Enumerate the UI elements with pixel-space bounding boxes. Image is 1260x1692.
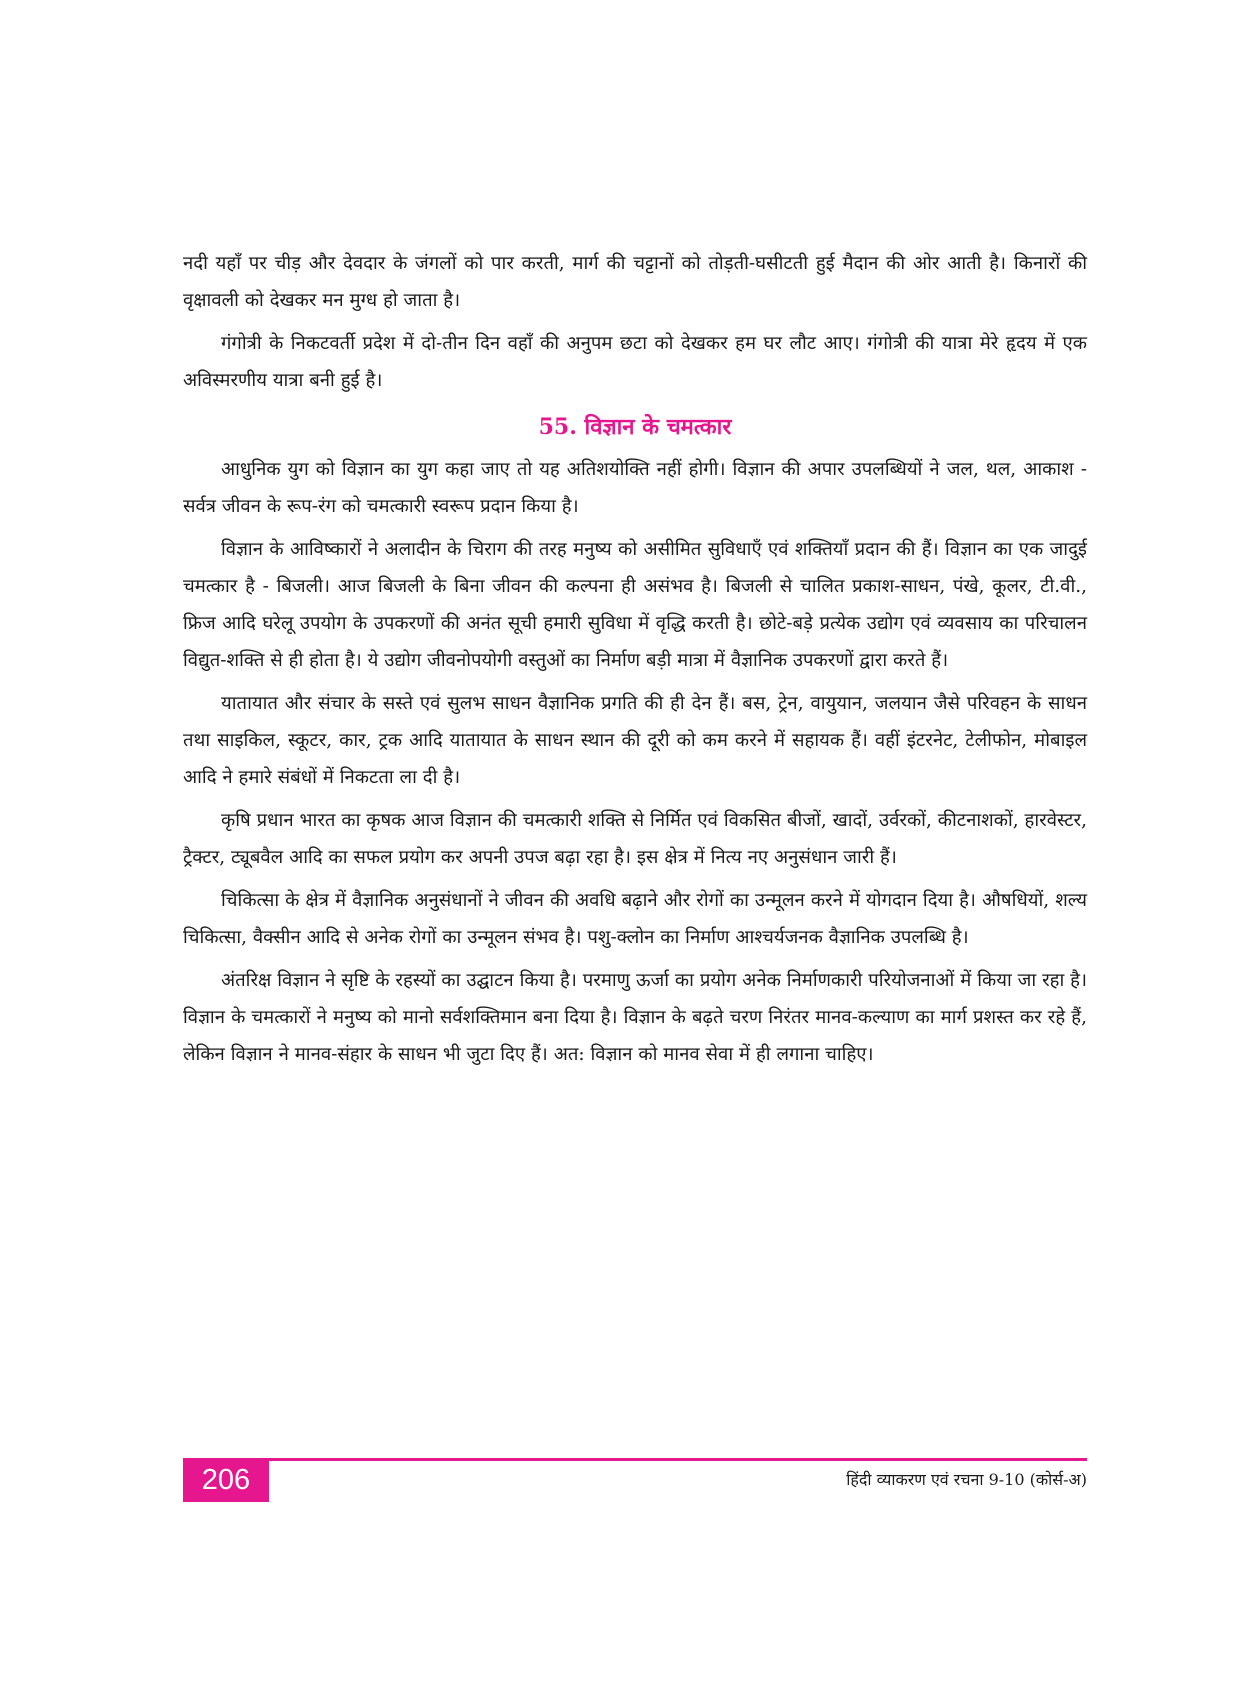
page-footer: [183, 1458, 1087, 1502]
book-title: हिंदी व्याकरण एवं रचना 9-10 (कोर्स-अ): [846, 1470, 1087, 1489]
continuation-paragraph-2: गंगोत्री के निकटवर्ती प्रदेश में दो-तीन दिन वहाँ की अनुपम छटा को देखकर हम घर लौट आए। गंगोत्री की यात्रा मेरे हृदय में एक अविस्मरणीय यात्रा बनी हुई है।: [183, 333, 1087, 391]
essay-paragraph-3: यातायात और संचार के सस्ते एवं सुलभ साधन वैज्ञानिक प्रगति की ही देन हैं। बस, ट्रेन, वायुयान, जलयान जैसे परिवहन के साधन तथा साइकिल, स्कूटर, कार, ट्रक आदि यातायात के साधन स्थान की दूरी को कम करने में सहायक हैं। वहीं इंटरनेट, टेलीफोन, मोबाइल आदि ने हमारे संबंधों में निकटता ला दी है।: [183, 693, 1087, 788]
page-content: [183, 245, 1087, 1079]
footer-divider: [269, 1458, 1087, 1461]
essay-paragraph-1: आधुनिक युग को विज्ञान का युग कहा जाए तो यह अतिशयोक्ति नहीं होगी। विज्ञान की अपार उपलब्धियों ने जल, थल, आकाश - सर्वत्र जीवन के रूप-रंग को चमत्कारी स्वरूप प्रदान किया है।: [183, 459, 1087, 517]
essay-paragraph-2: विज्ञान के आविष्कारों ने अलादीन के चिराग की तरह मनुष्य को असीमित सुविधाएँ एवं शक्तियाँ प्रदान की हैं। विज्ञान का एक जादुई चमत्कार है - बिजली। आज बिजली के बिना जीवन की कल्पना ही असंभव है। बिजली से चालित प्रकाश-साधन, पंखे, कूलर, टी.वी., फ्रिज आदि घरेलू उपयोग के उपकरणों की अनंत सूची हमारी सुविधा में वृद्धि करती है। छोटे-बड़े प्रत्येक उद्योग एवं व्यवसाय का परिचालन विद्युत-शक्ति से ही होता है। ये उद्योग जीवनोपयोगी वस्तुओं का निर्माण बड़ी मात्रा में वैज्ञानिक उपकरणों द्वारा करते हैं।: [183, 539, 1087, 671]
essay-paragraph-5: चिकित्सा के क्षेत्र में वैज्ञानिक अनुसंधानों ने जीवन की अवधि बढ़ाने और रोगों का उन्मूलन करने में योगदान दिया है। औषधियों, शल्य चिकित्सा, वैक्सीन आदि से अनेक रोगों का उन्मूलन संभव है। पशु-क्लोन का निर्माण आश्चर्यजनक वैज्ञानिक उपलब्धि है।: [183, 890, 1087, 948]
page-number: 206: [183, 1458, 269, 1502]
essay-paragraph-6: अंतरिक्ष विज्ञान ने सृष्टि के रहस्यों का उद्घाटन किया है। परमाणु ऊर्जा का प्रयोग अनेक निर्माणकारी परियोजनाओं में किया जा रहा है। विज्ञान के चमत्कारों ने मनुष्य को मानो सर्वशक्तिमान बना दिया है। विज्ञान के बढ़ते चरण निरंतर मानव-कल्याण का मार्ग प्रशस्त कर रहे हैं, लेकिन विज्ञान ने मानव-संहार के साधन भी जुटा दिए हैं। अत: विज्ञान को मानव सेवा में ही लगाना चाहिए।: [183, 970, 1087, 1065]
essay-paragraph-4: कृषि प्रधान भारत का कृषक आज विज्ञान की चमत्कारी शक्ति से निर्मित एवं विकसित बीजों, खादों, उर्वरकों, कीटनाशकों, हारवेस्टर, ट्रैक्टर, ट्यूबवैल आदि का सफल प्रयोग कर अपनी उपज बढ़ा रहा है। इस क्षेत्र में नित्य नए अनुसंधान जारी हैं।: [183, 810, 1087, 868]
essay-title: 55. विज्ञान के चमत्कार: [538, 414, 732, 440]
continuation-paragraph-1: नदी यहाँ पर चीड़ और देवदार के जंगलों को पार करती, मार्ग की चट्टानों को तोड़ती-घसीटती हुई मैदान की ओर आती है। किनारों की वृक्षावली को देखकर मन मुग्ध हो जाता है।: [183, 253, 1087, 311]
